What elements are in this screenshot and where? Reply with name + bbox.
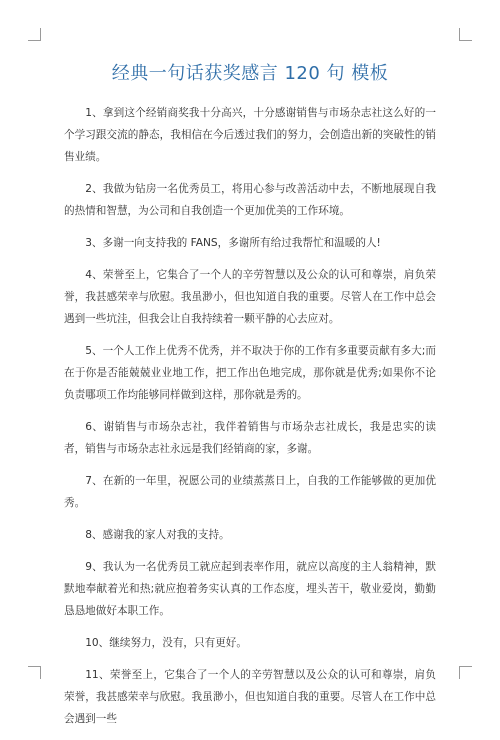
paragraph: 7、在新的一年里，祝愿公司的业绩蒸蒸日上，自我的工作能够做的更加优秀。 [64, 475, 436, 509]
paragraph: 11、荣誉至上，它集合了一个人的辛劳智慧以及公众的认可和尊崇，肩负荣誉，我甚感荣幸与欣慰。我虽渺小，但也知道自我的重要。尽管人在工作中总会遇到一些 [64, 669, 436, 725]
paragraph: 9、我认为一名优秀员工就应起到表率作用，就应以高度的主人翁精神，默默地奉献着光和热;就应抱着务实认真的工作态度，埋头苦干，敬业爱岗，勤勤恳恳地做好本职工作。 [64, 561, 436, 617]
document-body [64, 102, 436, 740]
paragraph: 1、拿到这个经销商奖我十分高兴，十分感谢销售与市场杂志社这么好的一个学习跟交流的静态，我相信在今后透过我们的努力，会创造出新的突破性的销售业绩。 [64, 107, 436, 163]
paragraph: 10、继续努力，没有，只有更好。 [85, 637, 247, 649]
paragraph: 6、谢销售与市场杂志社，我伴着销售与市场杂志社成长，我是忠实的读者，销售与市场杂志社永远是我们经销商的家，多谢。 [64, 421, 436, 455]
page-corner-mark-top-left [28, 28, 41, 41]
page-corner-mark-bottom-right [459, 666, 472, 679]
page-corner-mark-bottom-left [28, 666, 41, 679]
paragraph: 4、荣誉至上，它集合了一个人的辛劳智慧以及公众的认可和尊崇，肩负荣誉，我甚感荣幸与欣慰。我虽渺小，但也知道自我的重要。尽管人在工作中总会遇到一些坑洼，但我会让自我持续着一颗平静的心去应对。 [64, 269, 436, 325]
paragraph: 5、一个人工作上优秀不优秀，并不取决于你的工作有多重要贡献有多大;而在于你是否能兢兢业业地工作，把工作出色地完成，那你就是优秀;如果你不论负责哪项工作均能够同样做到这样，那你就是秀的。 [64, 345, 436, 401]
paragraph: 8、感谢我的家人对我的支持。 [85, 529, 230, 541]
paragraph: 3、多谢一向支持我的 FANS，多谢所有给过我帮忙和温暖的人! [85, 237, 381, 249]
page-corner-mark-top-right [459, 28, 472, 41]
paragraph: 2、我做为钻房一名优秀员工，将用心参与改善活动中去，不断地展现自我的热情和智慧，为公司和自我创造一个更加优美的工作环境。 [64, 183, 436, 217]
document-title: 经典一句话获奖感言 120 句 模板 [111, 63, 389, 84]
